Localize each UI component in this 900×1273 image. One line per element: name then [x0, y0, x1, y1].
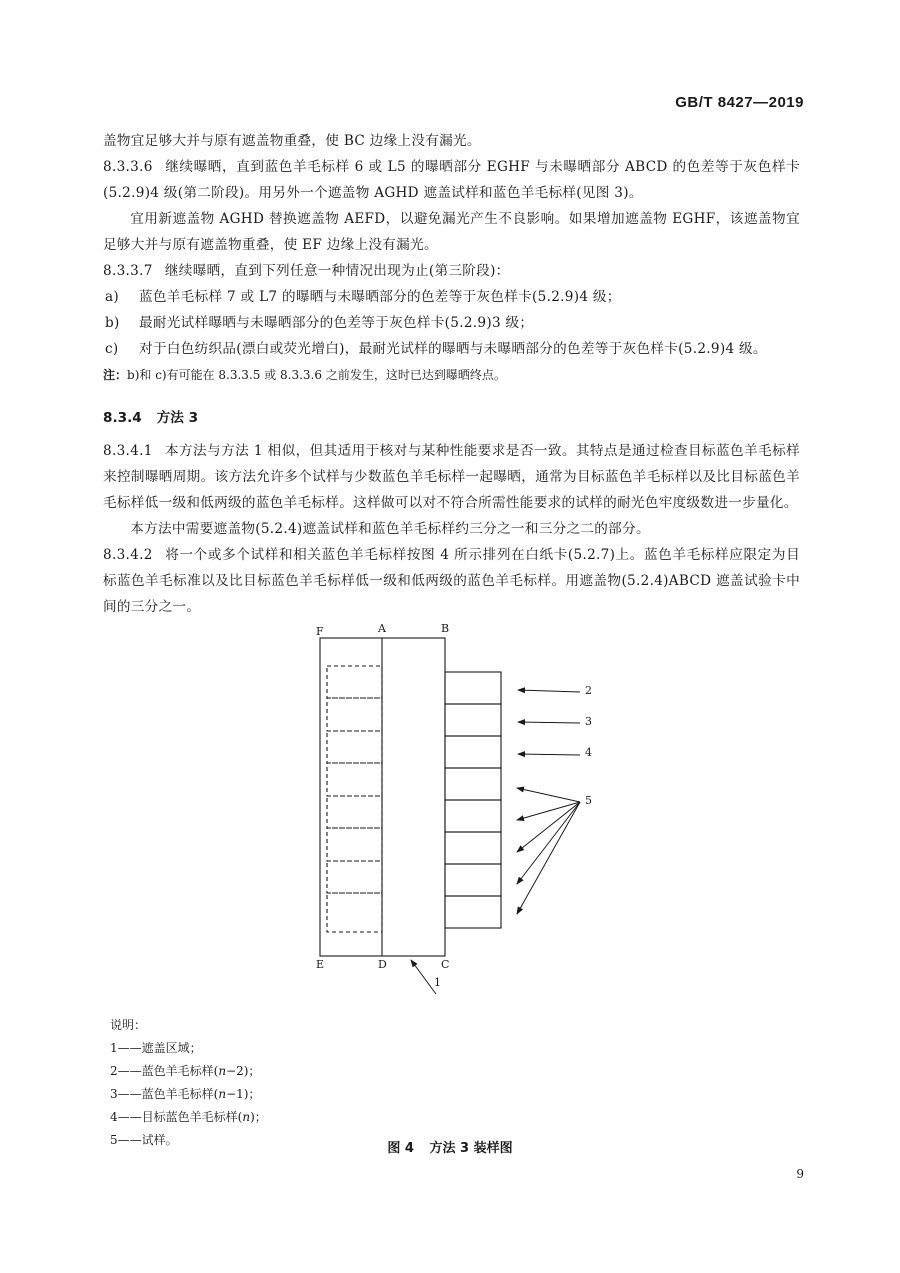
legend-var: n — [218, 1087, 227, 1101]
legend-num: 1—— — [110, 1041, 142, 1055]
heading-number: 8.3.4 — [103, 410, 142, 426]
main-text — [103, 128, 800, 620]
label-F: F — [316, 625, 324, 638]
section-heading-8-3-4 — [103, 406, 800, 426]
clause-8-3-3-7 — [103, 258, 800, 284]
legend-tail: −2)； — [226, 1064, 261, 1078]
clause-8-3-3-6 — [103, 154, 800, 206]
clause-number: 8.3.3.7 — [103, 263, 153, 279]
legend-item — [110, 1037, 267, 1060]
label-3: 3 — [585, 715, 592, 728]
clause-text: 本方法与方法 1 相似，但其适用于核对与某种性能要求是否一致。其特点是通过检查目标蓝色羊毛标样来控制曝晒周期。该方法允许多个试样与少数蓝色羊毛标样一起曝晒，通常为目标蓝色羊毛标样以及比目标蓝色羊毛标样低一级和低两级的蓝色羊毛标样。这样做可以对不符合所需性能要求的试样的耐光色牢度级数进一步量化。 — [103, 443, 800, 511]
caption-title: 方法 3 装样图 — [429, 1141, 513, 1156]
list-marker: a) — [105, 289, 120, 305]
figure-4-diagram — [290, 618, 620, 998]
clause-text: 继续曝晒，直到蓝色羊毛标样 6 或 L5 的曝晒部分 EGHF 与未曝晒部分 ABCD 的色差等于灰色样卡(5.2.9)4 级(第二阶段)。用另外一个遮盖物 AGHD 遮盖试样和蓝色羊毛标样(见图 3)。 — [103, 159, 800, 201]
legend-item — [110, 1083, 267, 1106]
note-text: b)和 c)有可能在 8.3.3.5 或 8.3.3.6 之前发生，这时已达到曝晒终点。 — [127, 368, 506, 382]
legend-text: 蓝色羊毛标样( — [141, 1087, 219, 1101]
clause-number: 8.3.3.6 — [103, 159, 153, 175]
legend-num: 5—— — [110, 1133, 142, 1147]
label-1: 1 — [434, 976, 441, 989]
legend-text: 遮盖区域； — [141, 1041, 202, 1055]
label-2: 2 — [585, 684, 592, 697]
figure-caption — [0, 1137, 900, 1156]
note — [103, 364, 800, 386]
standard-code: GB/T 8427—2019 — [675, 94, 804, 111]
legend-num: 4—— — [110, 1110, 142, 1124]
legend-item — [110, 1060, 267, 1083]
list-item-a — [103, 284, 800, 310]
clause-8-3-4-2 — [103, 542, 800, 620]
dashed-specimen-strips — [327, 666, 382, 932]
clause-text: 将一个或多个试样和相关蓝色羊毛标样按图 4 所示排列在白纸卡(5.2.7)上。蓝色羊毛标样应限定为目标蓝色羊毛标准以及比目标蓝色羊毛标样低一级和低两级的蓝色羊毛标样。用遮盖物(5.2.4)ABCD 遮盖试验卡中间的三分之一。 — [103, 547, 800, 615]
legend-var: n — [242, 1110, 251, 1124]
label-A: A — [378, 622, 386, 635]
clause-number: 8.3.4.2 — [103, 547, 153, 563]
paragraph-replace-cover: 宜用新遮盖物 AGHD 替换遮盖物 AEFD，以避免漏光产生不良影响。如果增加遮盖物 EGHF，该遮盖物宜足够大并与原有遮盖物重叠，使 EF 边缘上没有漏光。 — [103, 211, 800, 253]
legend-item — [110, 1106, 267, 1129]
legend-tail: −1)； — [226, 1087, 261, 1101]
page-number: 9 — [796, 1167, 804, 1181]
legend-tail: )； — [250, 1110, 267, 1124]
figure-legend — [110, 1014, 267, 1152]
protruding-strips — [445, 672, 501, 928]
list-text: 最耐光试样曝晒与未曝晒部分的色差等于灰色样卡(5.2.9)3 级； — [139, 315, 534, 331]
diagram-drawing — [290, 618, 620, 998]
clause-number: 8.3.4.1 — [103, 443, 153, 459]
label-C: C — [441, 958, 450, 971]
clause-8-3-4-1 — [103, 438, 800, 516]
label-E: E — [316, 958, 325, 971]
list-marker: c) — [105, 341, 119, 357]
legend-text: 试样。 — [141, 1133, 178, 1147]
caption-number: 图 4 — [387, 1141, 414, 1156]
legend-var: n — [218, 1064, 227, 1078]
legend-num: 3—— — [110, 1087, 142, 1101]
label-B: B — [441, 622, 450, 635]
legend-title: 说明： — [110, 1018, 147, 1032]
note-label: 注： — [103, 368, 128, 382]
paragraph-continuation: 盖物宜足够大并与原有遮盖物重叠，使 BC 边缘上没有漏光。 — [103, 133, 481, 149]
legend-text: 目标蓝色羊毛标样( — [141, 1110, 243, 1124]
heading-title: 方法 3 — [156, 410, 199, 426]
paragraph-method-cover: 本方法中需要遮盖物(5.2.4)遮盖试样和蓝色羊毛标样约三分之一和三分之二的部分。 — [130, 521, 650, 537]
legend-text: 蓝色羊毛标样( — [141, 1064, 219, 1078]
clause-text: 继续曝晒，直到下列任意一种情况出现为止(第三阶段)： — [164, 263, 510, 279]
list-text: 蓝色羊毛标样 7 或 L7 的曝晒与未曝晒部分的色差等于灰色样卡(5.2.9)4 级； — [139, 289, 621, 305]
list-item-b — [103, 310, 800, 336]
list-text: 对于白色纺织品(漂白或荧光增白)，最耐光试样的曝晒与未曝晒部分的色差等于灰色样卡(5.2.9)4 级。 — [139, 341, 767, 357]
label-D: D — [378, 958, 387, 971]
list-marker: b) — [105, 315, 120, 331]
label-4: 4 — [585, 746, 592, 759]
list-item-c — [103, 336, 800, 362]
label-5: 5 — [585, 794, 592, 807]
legend-num: 2—— — [110, 1064, 142, 1078]
